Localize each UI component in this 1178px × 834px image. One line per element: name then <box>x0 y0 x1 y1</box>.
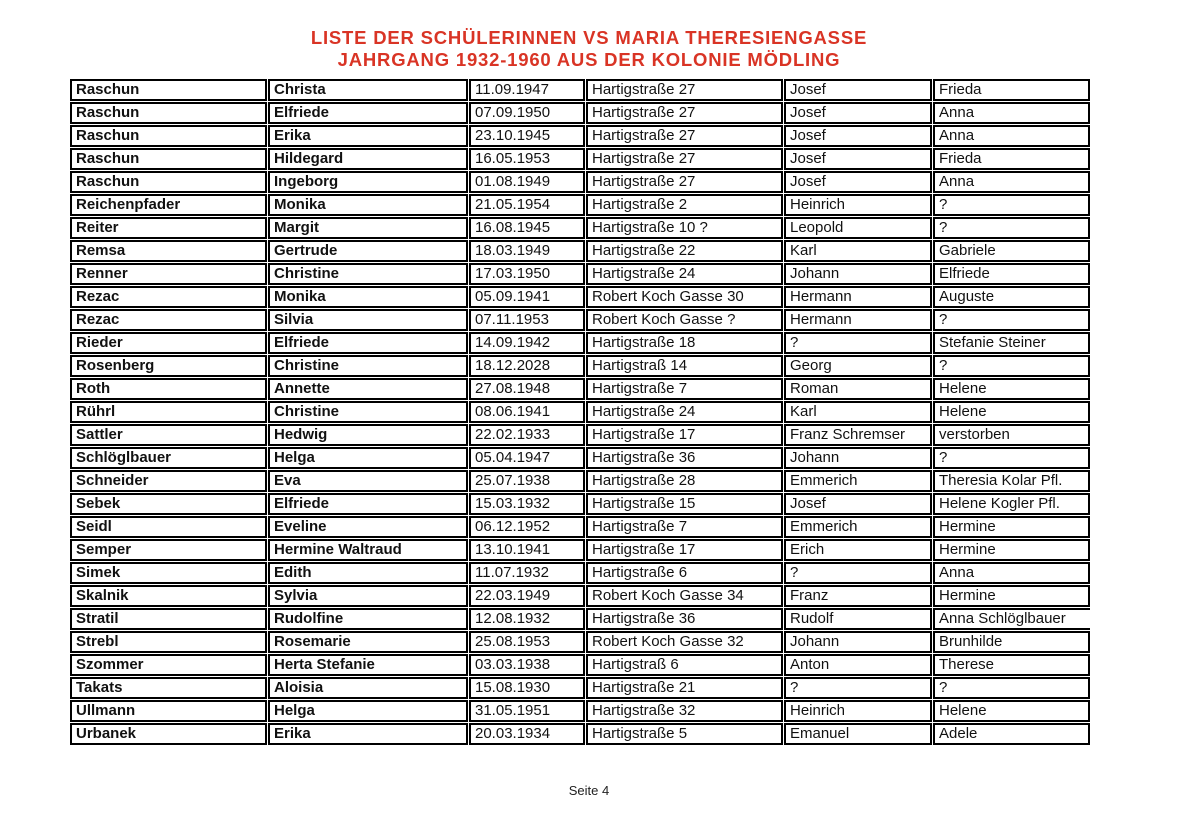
cell-address: Hartigstraße 22 <box>586 240 783 262</box>
cell-first-name: Hermine Waltraud <box>268 539 468 561</box>
cell-last-name: Stratil <box>70 608 267 630</box>
table-row <box>70 286 1090 308</box>
cell-last-name: Sebek <box>70 493 267 515</box>
cell-last-name: Strebl <box>70 631 267 653</box>
cell-mother-name: Adele <box>933 723 1090 745</box>
cell-mother-name: Anna <box>933 102 1090 124</box>
cell-first-name: Helga <box>268 700 468 722</box>
cell-birth-date: 14.09.1942 <box>469 332 585 354</box>
cell-first-name: Rudolfine <box>268 608 468 630</box>
cell-father-name: Emanuel <box>784 723 932 745</box>
cell-birth-date: 08.06.1941 <box>469 401 585 423</box>
cell-address: Hartigstraße 36 <box>586 608 783 630</box>
cell-father-name: Roman <box>784 378 932 400</box>
cell-last-name: Urbanek <box>70 723 267 745</box>
cell-mother-name: Hermine <box>933 516 1090 538</box>
cell-mother-name: ? <box>933 217 1090 239</box>
cell-address: Hartigstraße 27 <box>586 148 783 170</box>
table-row <box>70 608 1090 630</box>
student-table <box>69 78 1091 746</box>
cell-father-name: Hermann <box>784 309 932 331</box>
cell-address: Hartigstraße 27 <box>586 125 783 147</box>
cell-first-name: Christine <box>268 355 468 377</box>
cell-mother-name: Helene <box>933 700 1090 722</box>
cell-mother-name: Auguste <box>933 286 1090 308</box>
cell-address: Hartigstraße 27 <box>586 102 783 124</box>
page-title-line2: JAHRGANG 1932-1960 AUS DER KOLONIE MÖDLING <box>337 49 841 70</box>
cell-birth-date: 07.11.1953 <box>469 309 585 331</box>
table-row <box>70 240 1090 262</box>
cell-mother-name: ? <box>933 355 1090 377</box>
table-row <box>70 378 1090 400</box>
cell-mother-name: ? <box>933 194 1090 216</box>
cell-first-name: Ingeborg <box>268 171 468 193</box>
cell-address: Hartigstraße 32 <box>586 700 783 722</box>
cell-last-name: Takats <box>70 677 267 699</box>
cell-mother-name: Helene <box>933 378 1090 400</box>
table-row <box>70 700 1090 722</box>
cell-father-name: ? <box>784 677 932 699</box>
cell-birth-date: 23.10.1945 <box>469 125 585 147</box>
cell-father-name: Emmerich <box>784 516 932 538</box>
table-row <box>70 102 1090 124</box>
cell-address: Hartigstraße 17 <box>586 424 783 446</box>
page-title <box>0 27 1178 71</box>
cell-address: Hartigstraße 24 <box>586 401 783 423</box>
cell-last-name: Roth <box>70 378 267 400</box>
cell-last-name: Schneider <box>70 470 267 492</box>
cell-last-name: Semper <box>70 539 267 561</box>
cell-first-name: Margit <box>268 217 468 239</box>
cell-birth-date: 06.12.1952 <box>469 516 585 538</box>
cell-father-name: Anton <box>784 654 932 676</box>
table-row <box>70 79 1090 101</box>
cell-first-name: Erika <box>268 723 468 745</box>
cell-last-name: Reichenpfader <box>70 194 267 216</box>
cell-first-name: Eva <box>268 470 468 492</box>
cell-mother-name: Therese <box>933 654 1090 676</box>
cell-last-name: Sattler <box>70 424 267 446</box>
cell-address: Robert Koch Gasse ? <box>586 309 783 331</box>
cell-first-name: Elfriede <box>268 493 468 515</box>
cell-mother-name: verstorben <box>933 424 1090 446</box>
cell-last-name: Rieder <box>70 332 267 354</box>
cell-last-name: Raschun <box>70 79 267 101</box>
cell-last-name: Simek <box>70 562 267 584</box>
cell-first-name: Edith <box>268 562 468 584</box>
cell-mother-name: ? <box>933 309 1090 331</box>
table-row <box>70 677 1090 699</box>
cell-birth-date: 01.08.1949 <box>469 171 585 193</box>
cell-last-name: Raschun <box>70 125 267 147</box>
cell-address: Hartigstraße 24 <box>586 263 783 285</box>
cell-first-name: Monika <box>268 286 468 308</box>
cell-father-name: Emmerich <box>784 470 932 492</box>
cell-address: Hartigstraße 5 <box>586 723 783 745</box>
cell-father-name: ? <box>784 562 932 584</box>
cell-first-name: Annette <box>268 378 468 400</box>
cell-birth-date: 18.12.2028 <box>469 355 585 377</box>
table-row <box>70 148 1090 170</box>
cell-mother-name: Frieda <box>933 79 1090 101</box>
table-row <box>70 355 1090 377</box>
table-row <box>70 332 1090 354</box>
table-row <box>70 401 1090 423</box>
cell-first-name: Christine <box>268 263 468 285</box>
cell-birth-date: 22.02.1933 <box>469 424 585 446</box>
cell-father-name: Rudolf <box>784 608 932 630</box>
cell-first-name: Herta Stefanie <box>268 654 468 676</box>
cell-mother-name: Anna <box>933 125 1090 147</box>
cell-birth-date: 21.05.1954 <box>469 194 585 216</box>
cell-father-name: Hermann <box>784 286 932 308</box>
cell-father-name: Josef <box>784 148 932 170</box>
table-row <box>70 516 1090 538</box>
cell-birth-date: 03.03.1938 <box>469 654 585 676</box>
table-row <box>70 539 1090 561</box>
cell-father-name: Johann <box>784 447 932 469</box>
cell-birth-date: 18.03.1949 <box>469 240 585 262</box>
table-row <box>70 447 1090 469</box>
cell-birth-date: 25.07.1938 <box>469 470 585 492</box>
cell-address: Hartigstraße 18 <box>586 332 783 354</box>
cell-birth-date: 17.03.1950 <box>469 263 585 285</box>
cell-mother-name: Brunhilde <box>933 631 1090 653</box>
cell-birth-date: 16.05.1953 <box>469 148 585 170</box>
table-row <box>70 263 1090 285</box>
cell-address: Hartigstraße 17 <box>586 539 783 561</box>
cell-father-name: Johann <box>784 631 932 653</box>
cell-father-name: Franz Schremser <box>784 424 932 446</box>
table-row <box>70 424 1090 446</box>
cell-last-name: Renner <box>70 263 267 285</box>
table-row <box>70 470 1090 492</box>
cell-first-name: Helga <box>268 447 468 469</box>
cell-birth-date: 05.04.1947 <box>469 447 585 469</box>
cell-address: Hartigstraße 15 <box>586 493 783 515</box>
cell-birth-date: 13.10.1941 <box>469 539 585 561</box>
cell-mother-name: Hermine <box>933 585 1090 607</box>
cell-last-name: Szommer <box>70 654 267 676</box>
cell-address: Robert Koch Gasse 30 <box>586 286 783 308</box>
cell-mother-name: Frieda <box>933 148 1090 170</box>
cell-father-name: Erich <box>784 539 932 561</box>
cell-birth-date: 15.03.1932 <box>469 493 585 515</box>
cell-birth-date: 05.09.1941 <box>469 286 585 308</box>
cell-first-name: Aloisia <box>268 677 468 699</box>
cell-birth-date: 11.09.1947 <box>469 79 585 101</box>
cell-birth-date: 11.07.1932 <box>469 562 585 584</box>
cell-address: Robert Koch Gasse 34 <box>586 585 783 607</box>
cell-address: Hartigstraße 27 <box>586 171 783 193</box>
cell-father-name: Josef <box>784 493 932 515</box>
page-title-line1: LISTE DER SCHÜLERINNEN VS MARIA THERESIENGASSE <box>310 27 868 48</box>
cell-last-name: Schlöglbauer <box>70 447 267 469</box>
cell-last-name: Raschun <box>70 171 267 193</box>
cell-last-name: Raschun <box>70 102 267 124</box>
cell-father-name: Josef <box>784 79 932 101</box>
cell-birth-date: 22.03.1949 <box>469 585 585 607</box>
cell-mother-name: Helene <box>933 401 1090 423</box>
student-table-container <box>69 78 1091 746</box>
cell-father-name: Leopold <box>784 217 932 239</box>
cell-father-name: Johann <box>784 263 932 285</box>
cell-last-name: Rosenberg <box>70 355 267 377</box>
cell-birth-date: 31.05.1951 <box>469 700 585 722</box>
page-number: Seite 4 <box>568 783 610 798</box>
cell-birth-date: 07.09.1950 <box>469 102 585 124</box>
cell-first-name: Gertrude <box>268 240 468 262</box>
table-row <box>70 125 1090 147</box>
cell-first-name: Erika <box>268 125 468 147</box>
cell-first-name: Eveline <box>268 516 468 538</box>
cell-mother-name: Helene Kogler Pfl. <box>933 493 1090 515</box>
cell-father-name: Franz <box>784 585 932 607</box>
cell-address: Hartigstraße 10 ? <box>586 217 783 239</box>
cell-address: Robert Koch Gasse 32 <box>586 631 783 653</box>
cell-address: Hartigstraß 14 <box>586 355 783 377</box>
cell-father-name: Karl <box>784 401 932 423</box>
table-row <box>70 654 1090 676</box>
cell-mother-name: Elfriede <box>933 263 1090 285</box>
cell-last-name: Seidl <box>70 516 267 538</box>
cell-first-name: Monika <box>268 194 468 216</box>
cell-first-name: Christine <box>268 401 468 423</box>
cell-father-name: Heinrich <box>784 194 932 216</box>
cell-birth-date: 20.03.1934 <box>469 723 585 745</box>
table-row <box>70 585 1090 607</box>
table-row <box>70 562 1090 584</box>
cell-mother-name: ? <box>933 447 1090 469</box>
cell-address: Hartigstraße 6 <box>586 562 783 584</box>
cell-father-name: Josef <box>784 125 932 147</box>
cell-first-name: Silvia <box>268 309 468 331</box>
cell-address: Hartigstraße 28 <box>586 470 783 492</box>
cell-address: Hartigstraße 7 <box>586 516 783 538</box>
cell-address: Hartigstraß 6 <box>586 654 783 676</box>
cell-last-name: Skalnik <box>70 585 267 607</box>
cell-mother-name: Theresia Kolar Pfl. <box>933 470 1090 492</box>
cell-birth-date: 16.08.1945 <box>469 217 585 239</box>
cell-father-name: Karl <box>784 240 932 262</box>
cell-first-name: Elfriede <box>268 102 468 124</box>
cell-first-name: Hildegard <box>268 148 468 170</box>
cell-address: Hartigstraße 36 <box>586 447 783 469</box>
table-row <box>70 217 1090 239</box>
cell-first-name: Hedwig <box>268 424 468 446</box>
table-row <box>70 171 1090 193</box>
table-row <box>70 309 1090 331</box>
cell-mother-name: Stefanie Steiner <box>933 332 1090 354</box>
cell-last-name: Remsa <box>70 240 267 262</box>
cell-last-name: Rezac <box>70 309 267 331</box>
cell-first-name: Elfriede <box>268 332 468 354</box>
table-row <box>70 493 1090 515</box>
cell-mother-name: ? <box>933 677 1090 699</box>
cell-last-name: Raschun <box>70 148 267 170</box>
cell-mother-name: Anna <box>933 562 1090 584</box>
cell-first-name: Sylvia <box>268 585 468 607</box>
cell-birth-date: 12.08.1932 <box>469 608 585 630</box>
table-row <box>70 194 1090 216</box>
cell-address: Hartigstraße 2 <box>586 194 783 216</box>
cell-father-name: ? <box>784 332 932 354</box>
cell-mother-name: Anna Schlöglbauer <box>933 608 1090 630</box>
cell-mother-name: Anna <box>933 171 1090 193</box>
cell-birth-date: 15.08.1930 <box>469 677 585 699</box>
cell-address: Hartigstraße 7 <box>586 378 783 400</box>
cell-last-name: Rezac <box>70 286 267 308</box>
table-row <box>70 723 1090 745</box>
cell-birth-date: 27.08.1948 <box>469 378 585 400</box>
cell-father-name: Georg <box>784 355 932 377</box>
cell-father-name: Josef <box>784 102 932 124</box>
cell-last-name: Ullmann <box>70 700 267 722</box>
table-row <box>70 631 1090 653</box>
cell-address: Hartigstraße 21 <box>586 677 783 699</box>
cell-mother-name: Hermine <box>933 539 1090 561</box>
cell-father-name: Josef <box>784 171 932 193</box>
cell-mother-name: Gabriele <box>933 240 1090 262</box>
cell-address: Hartigstraße 27 <box>586 79 783 101</box>
cell-father-name: Heinrich <box>784 700 932 722</box>
cell-last-name: Rührl <box>70 401 267 423</box>
cell-first-name: Rosemarie <box>268 631 468 653</box>
cell-last-name: Reiter <box>70 217 267 239</box>
cell-birth-date: 25.08.1953 <box>469 631 585 653</box>
cell-first-name: Christa <box>268 79 468 101</box>
